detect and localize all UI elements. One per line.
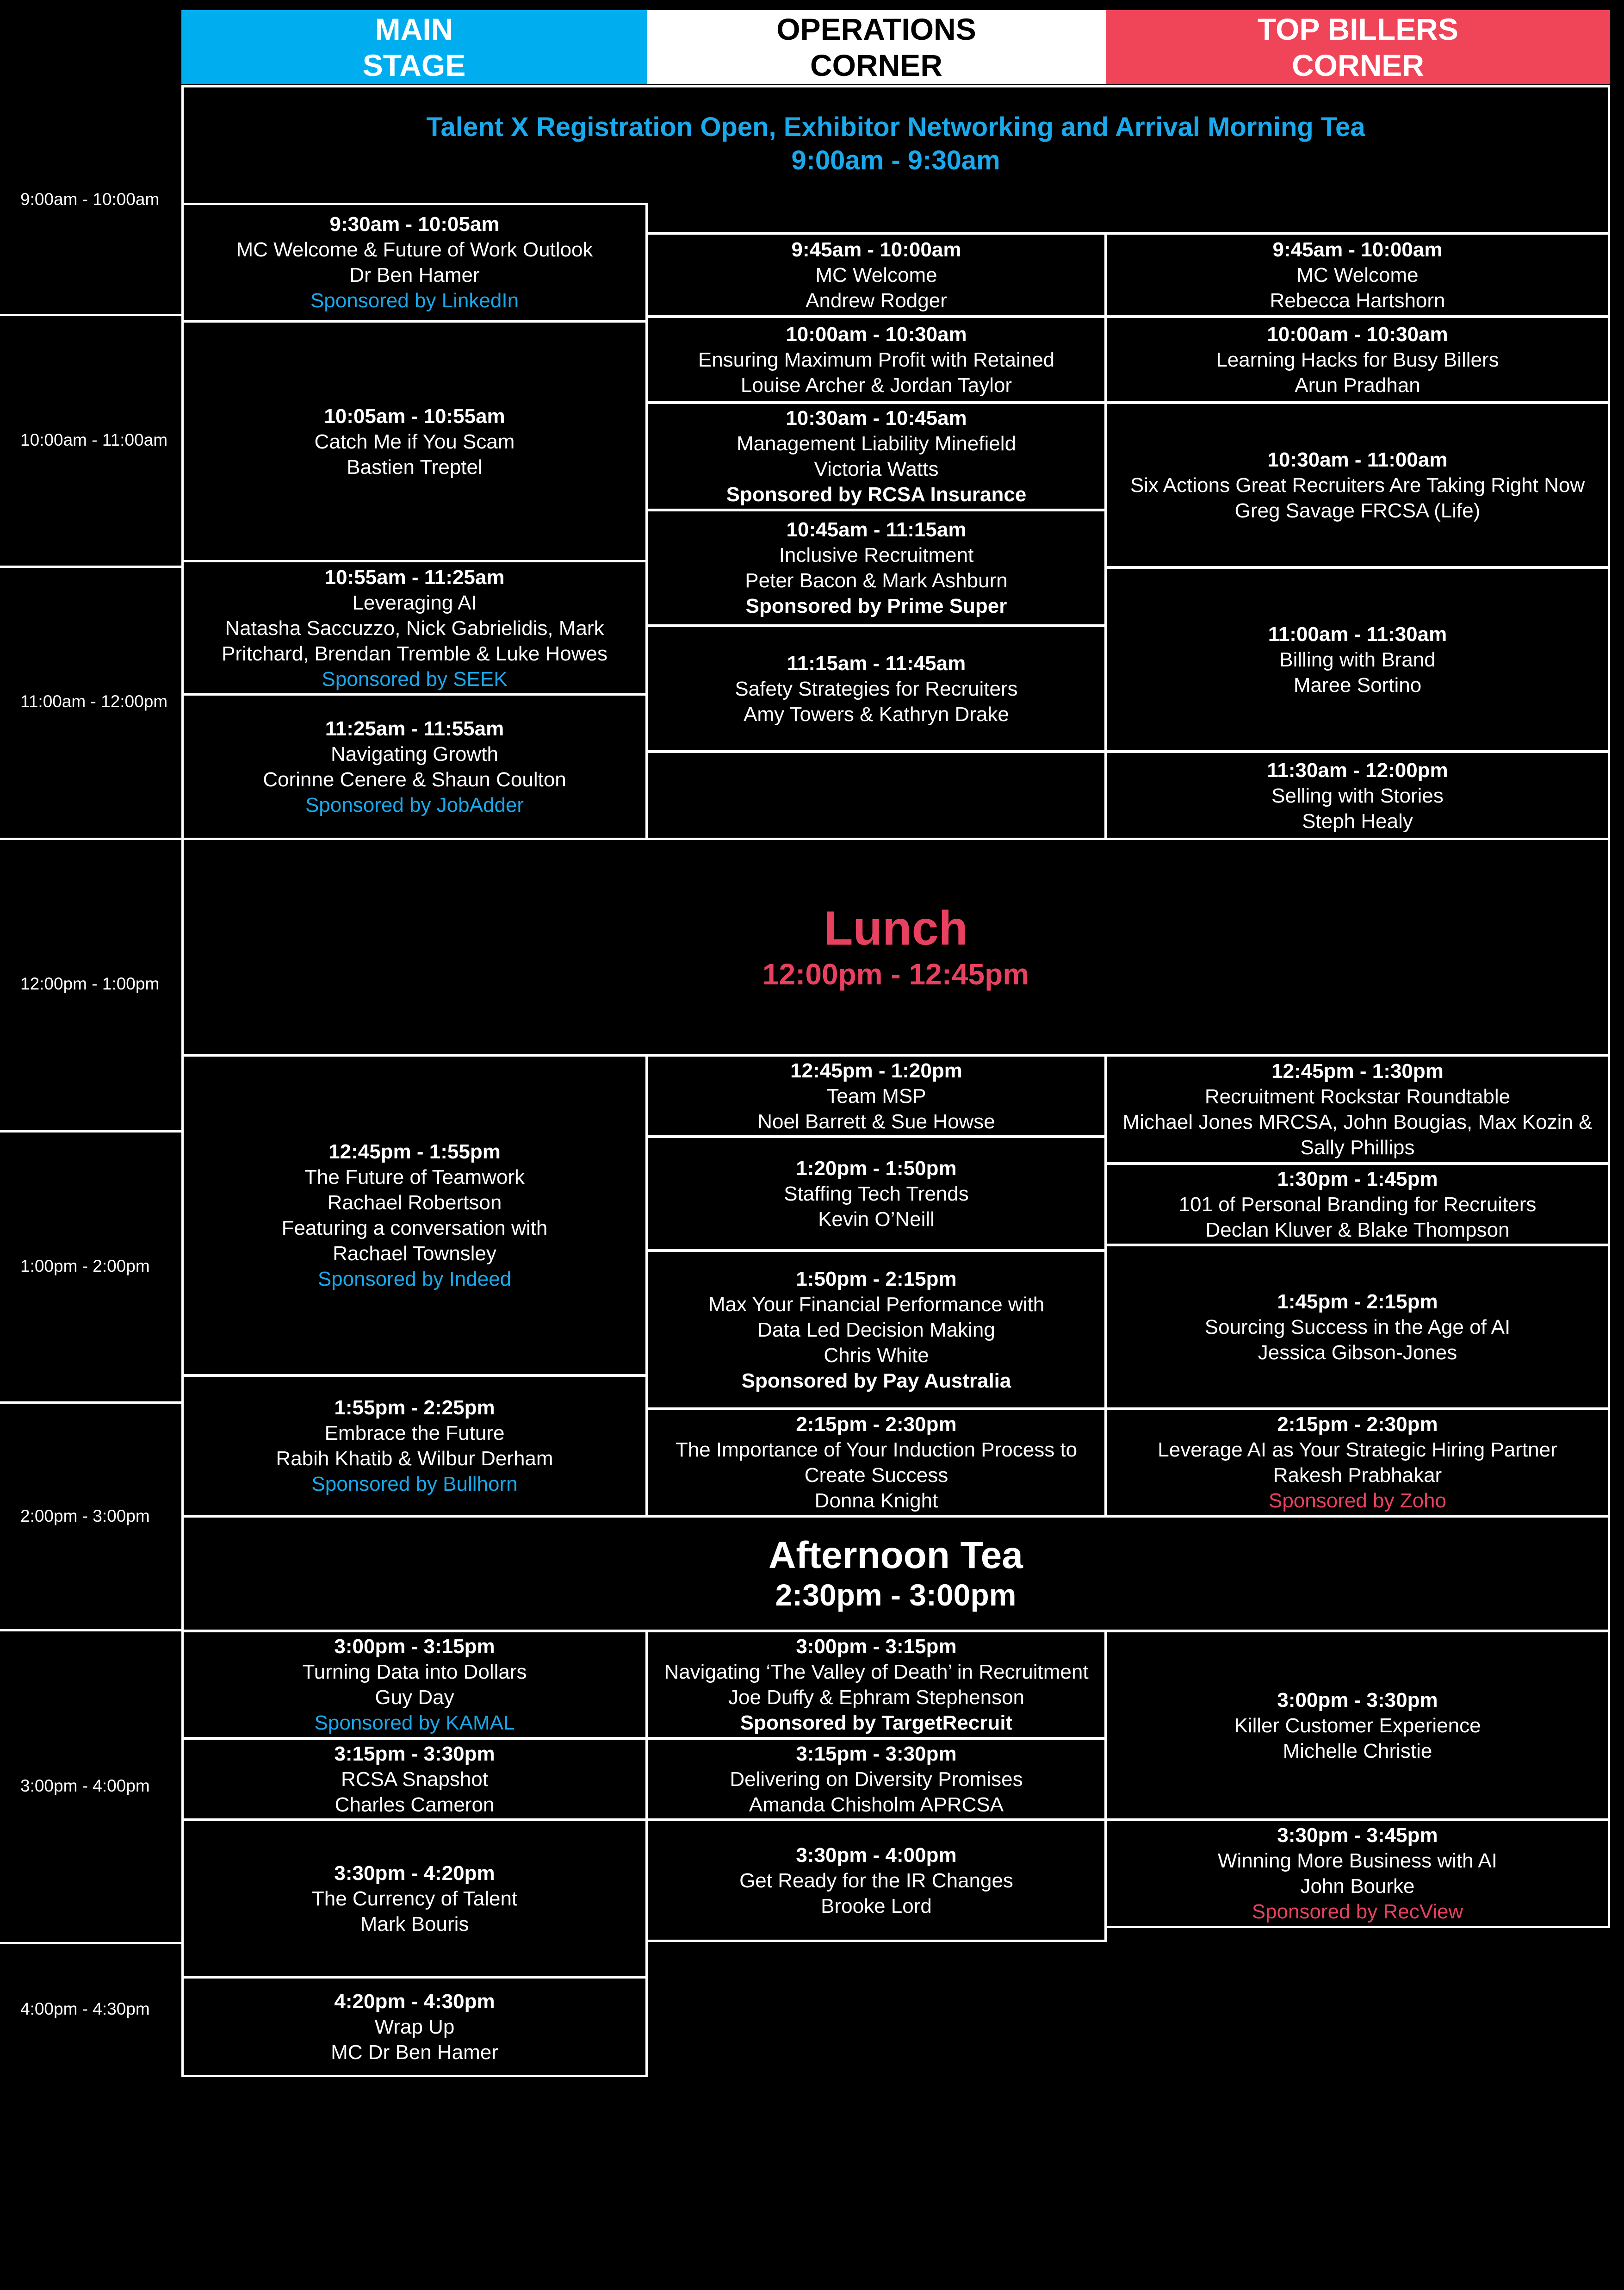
session-time: 10:55am - 11:25am [324,566,505,589]
session-time: 10:30am - 10:45am [786,407,967,429]
session-speaker: Maree Sortino [1293,673,1422,697]
session-speaker: Arun Pradhan [1295,373,1420,397]
session-speaker: Michelle Christie [1283,1739,1432,1762]
hour-divider [0,1401,181,1404]
session-speaker: Rabih Khatib & Wilbur Derham [276,1447,553,1470]
session-title: 101 of Personal Branding for Recruiters [1178,1193,1537,1216]
session-title: Recruitment Rockstar Roundtable [1204,1085,1511,1108]
session-speaker: Bastien Treptel [347,455,483,479]
session-main-1005[interactable] [181,320,648,563]
session-speaker: Louise Archer & Jordan Taylor [740,373,1012,397]
session-time: 1:45pm - 2:15pm [1277,1290,1438,1313]
session-title: Catch Me if You Scam [314,430,515,453]
session-speaker: Charles Cameron [335,1793,495,1816]
session-title: Navigating Growth [331,743,498,765]
session-speaker: Michael Jones MRCSA, John Bougias, Max Kozin & [1122,1111,1593,1133]
session-title: Management Liability Minefield [736,432,1017,455]
session-speaker: Rakesh Prabhakar [1273,1464,1442,1487]
session-speaker: Joe Duffy & Ephram Stephenson [728,1686,1025,1709]
session-billers-1345[interactable] [1105,1244,1610,1410]
session-time: 1:55pm - 2:25pm [334,1396,495,1419]
session-main-1245[interactable] [181,1054,648,1376]
session-main-1530[interactable] [181,1819,648,1978]
hour-divider [0,838,181,840]
session-title: The Future of Teamwork [304,1166,525,1189]
session-billers-1500[interactable] [1105,1630,1610,1821]
session-note: Featuring a conversation with [281,1217,548,1239]
session-title-2: Data Led Decision Making [757,1318,995,1341]
session-speaker: Chris White [824,1344,929,1367]
session-sponsor: Sponsored by LinkedIn [310,289,519,312]
session-title: The Currency of Talent [311,1887,518,1910]
session-title: Winning More Business with AI [1217,1849,1498,1872]
session-title: Inclusive Recruitment [779,544,974,566]
session-main-1515[interactable] [181,1737,648,1821]
session-main-1055[interactable] [181,560,648,696]
session-speaker: Rachael Robertson [327,1191,502,1214]
session-title: Wrap Up [374,2015,455,2038]
header-main-line-2: STAGE [362,48,466,82]
session-speaker: Amy Towers & Kathryn Drake [744,703,1009,726]
session-title: Sourcing Success in the Age of AI [1204,1315,1511,1338]
session-sponsor: Sponsored by Indeed [317,1268,512,1290]
session-title: MC Welcome [815,263,937,286]
session-main-0930[interactable] [181,203,648,322]
session-speaker: Corinne Cenere & Shaun Coulton [263,768,566,791]
session-speaker: Natasha Saccuzzo, Nick Gabrielidis, Mark [225,616,604,640]
session-title: Delivering on Diversity Promises [730,1767,1023,1791]
session-title: Leverage AI as Your Strategic Hiring Partner [1158,1438,1557,1461]
session-ops-1245[interactable] [646,1054,1107,1138]
header-billers-line-2: CORNER [1291,48,1424,82]
session-speaker: Declan Kluver & Blake Thompson [1205,1218,1510,1241]
session-ops-1000[interactable] [646,316,1107,404]
lunch-time: 12:00pm - 12:45pm [762,958,1029,991]
session-ops-1115[interactable] [646,625,1107,753]
session-billers-1330[interactable] [1105,1163,1610,1246]
session-speaker: Sally Phillips [1300,1136,1415,1159]
session-main-1500[interactable] [181,1630,648,1739]
session-title-2: Create Success [804,1464,948,1487]
session-title: Staffing Tech Trends [784,1182,969,1205]
session-ops-1350[interactable] [646,1250,1107,1410]
session-time: 3:30pm - 4:00pm [796,1843,957,1867]
registration-title: Talent X Registration Open, Exhibitor Networking and Arrival Morning Tea [426,112,1365,142]
session-sponsor: Sponsored by JobAdder [305,794,524,816]
session-time: 10:30am - 11:00am [1267,448,1448,471]
time-label: 9:00am - 10:00am [20,190,160,209]
session-time: 11:25am - 11:55am [325,717,504,740]
session-speaker: Steph Healy [1302,809,1413,833]
session-time: 3:30pm - 4:20pm [334,1861,495,1885]
session-speaker: Greg Savage FRCSA (Life) [1234,499,1481,522]
header-operations-corner [647,10,1106,84]
session-ops-1030[interactable] [646,402,1107,511]
session-speaker: Andrew Rodger [806,289,947,312]
session-title: Selling with Stories [1271,784,1444,807]
session-title: Ensuring Maximum Profit with Retained [698,348,1055,371]
session-time: 3:15pm - 3:30pm [334,1742,495,1765]
empty-slot [646,751,1107,840]
session-speaker: Mark Bouris [360,1912,469,1935]
hour-divider [0,566,181,568]
session-speaker: Victoria Watts [814,458,939,480]
session-title: Safety Strategies for Recruiters [735,677,1018,700]
session-title: RCSA Snapshot [341,1767,488,1791]
session-time: 1:20pm - 1:50pm [796,1157,957,1180]
session-time: 3:15pm - 3:30pm [796,1742,957,1765]
hour-divider [0,1629,181,1631]
session-speaker: Brooke Lord [821,1894,932,1917]
session-billers-1245[interactable] [1105,1054,1610,1164]
session-sponsor: Sponsored by SEEK [322,667,508,691]
registration-time: 9:00am - 9:30am [791,145,1000,175]
time-label: 1:00pm - 2:00pm [20,1257,150,1276]
session-billers-1000[interactable] [1105,316,1610,404]
session-speaker: Noel Barrett & Sue Howse [757,1110,995,1133]
tea-time: 2:30pm - 3:00pm [775,1578,1017,1612]
session-billers-1130[interactable] [1105,751,1610,840]
session-ops-0945[interactable] [646,232,1107,317]
hour-divider [0,1130,181,1133]
afternoon-tea-banner [181,1515,1610,1632]
header-main-stage [181,10,647,84]
session-time: 10:05am - 10:55am [324,404,505,428]
session-ops-1415[interactable] [646,1408,1107,1517]
header-billers-line-1: TOP BILLERS [1258,12,1458,46]
session-billers-0945[interactable] [1105,232,1610,317]
time-label: 4:00pm - 4:30pm [20,1999,150,2018]
session-title: Billing with Brand [1279,648,1436,671]
time-label: 10:00am - 11:00am [20,430,168,449]
session-sponsor: Sponsored by TargetRecruit [740,1711,1013,1734]
session-title: Killer Customer Experience [1234,1714,1481,1737]
session-title: Six Actions Great Recruiters Are Taking Right Now [1130,473,1585,497]
session-sponsor: Sponsored by Pay Australia [741,1369,1011,1392]
session-sponsor: Sponsored by KAMAL [314,1711,515,1734]
session-ops-1515[interactable] [646,1737,1107,1821]
session-title: Embrace the Future [324,1422,505,1444]
session-billers-1030[interactable] [1105,402,1610,568]
session-title: The Importance of Your Induction Process to [675,1438,1078,1461]
header-operations-line-1: OPERATIONS [776,12,976,46]
session-billers-1100[interactable] [1105,566,1610,753]
session-time: 12:45pm - 1:55pm [329,1140,501,1163]
session-speaker: Donna Knight [814,1489,938,1512]
session-time: 3:00pm - 3:15pm [334,1635,495,1658]
session-time: 3:00pm - 3:30pm [1277,1688,1438,1711]
session-time: 1:50pm - 2:15pm [796,1267,957,1290]
session-time: 9:45am - 10:00am [791,238,961,261]
session-speaker: Rachael Townsley [333,1242,496,1265]
session-title: Team MSP [826,1084,926,1108]
session-speaker: Guy Day [375,1686,454,1709]
session-time: 10:00am - 10:30am [1267,323,1448,346]
session-speaker: John Bourke [1300,1875,1415,1898]
session-title: Navigating ‘The Valley of Death’ in Recruitment [664,1661,1089,1683]
session-main-1125[interactable] [181,693,648,840]
session-main-1620[interactable] [181,1976,648,2077]
session-title: Learning Hacks for Busy Billers [1216,348,1499,371]
time-label: 2:00pm - 3:00pm [20,1506,150,1525]
session-sponsor: Sponsored by RecView [1252,1900,1463,1923]
session-billers-1415[interactable] [1105,1408,1610,1517]
session-time: 10:00am - 10:30am [786,323,967,346]
session-time: 3:30pm - 3:45pm [1277,1824,1438,1847]
hour-divider [0,314,181,316]
session-time: 11:15am - 11:45am [787,652,966,675]
session-main-1355[interactable] [181,1375,648,1517]
session-speaker: Kevin O’Neill [818,1207,935,1231]
lunch-title: Lunch [824,902,968,955]
session-title: MC Welcome [1296,263,1419,286]
session-time: 11:00am - 11:30am [1268,622,1447,646]
session-time: 11:30am - 12:00pm [1267,759,1448,782]
time-label: 3:00pm - 4:00pm [20,1776,150,1795]
lunch-banner [181,838,1610,1056]
session-ops-1530[interactable] [646,1819,1107,1942]
session-sponsor: Sponsored by Bullhorn [311,1473,518,1495]
session-ops-1045[interactable] [646,509,1107,627]
session-title: Get Ready for the IR Changes [739,1869,1013,1892]
session-speaker: Pritchard, Brendan Tremble & Luke Howes [222,642,607,665]
session-speaker: Peter Bacon & Mark Ashburn [745,569,1008,592]
session-time: 3:00pm - 3:15pm [796,1635,957,1658]
session-ops-1320[interactable] [646,1136,1107,1251]
header-operations-line-2: CORNER [810,48,942,82]
session-time: 9:45am - 10:00am [1272,238,1443,261]
tea-title: Afternoon Tea [769,1534,1023,1576]
session-time: 12:45pm - 1:30pm [1271,1060,1444,1083]
hour-divider [0,1942,181,1944]
session-time: 12:45pm - 1:20pm [790,1059,962,1082]
time-label: 11:00am - 12:00pm [20,692,168,711]
session-time: 1:30pm - 1:45pm [1277,1167,1438,1190]
session-title: Max Your Financial Performance with [708,1293,1045,1316]
session-time: 9:30am - 10:05am [329,213,500,236]
session-billers-1530[interactable] [1105,1819,1610,1928]
session-speaker: Rebecca Hartshorn [1270,289,1445,312]
session-speaker: Amanda Chisholm APRCSA [749,1793,1004,1816]
session-speaker: Jessica Gibson-Jones [1258,1341,1457,1364]
session-title: Turning Data into Dollars [302,1661,527,1683]
header-main-line-1: MAIN [375,12,453,46]
session-ops-1500[interactable] [646,1630,1107,1739]
session-speaker: MC Dr Ben Hamer [331,2041,498,2064]
session-time: 2:15pm - 2:30pm [796,1413,957,1436]
session-time: 2:15pm - 2:30pm [1277,1413,1438,1436]
session-time: 10:45am - 11:15am [786,518,967,541]
session-sponsor: Sponsored by Prime Super [745,595,1007,617]
session-time: 4:20pm - 4:30pm [334,1990,495,2013]
header-top-billers-corner [1106,10,1610,84]
time-label: 12:00pm - 1:00pm [20,974,160,993]
session-speaker: Dr Ben Hamer [349,264,480,286]
session-title: Leveraging AI [352,591,477,614]
session-title: MC Welcome & Future of Work Outlook [236,238,593,261]
session-sponsor: Sponsored by RCSA Insurance [726,483,1027,506]
session-sponsor: Sponsored by Zoho [1268,1489,1447,1512]
